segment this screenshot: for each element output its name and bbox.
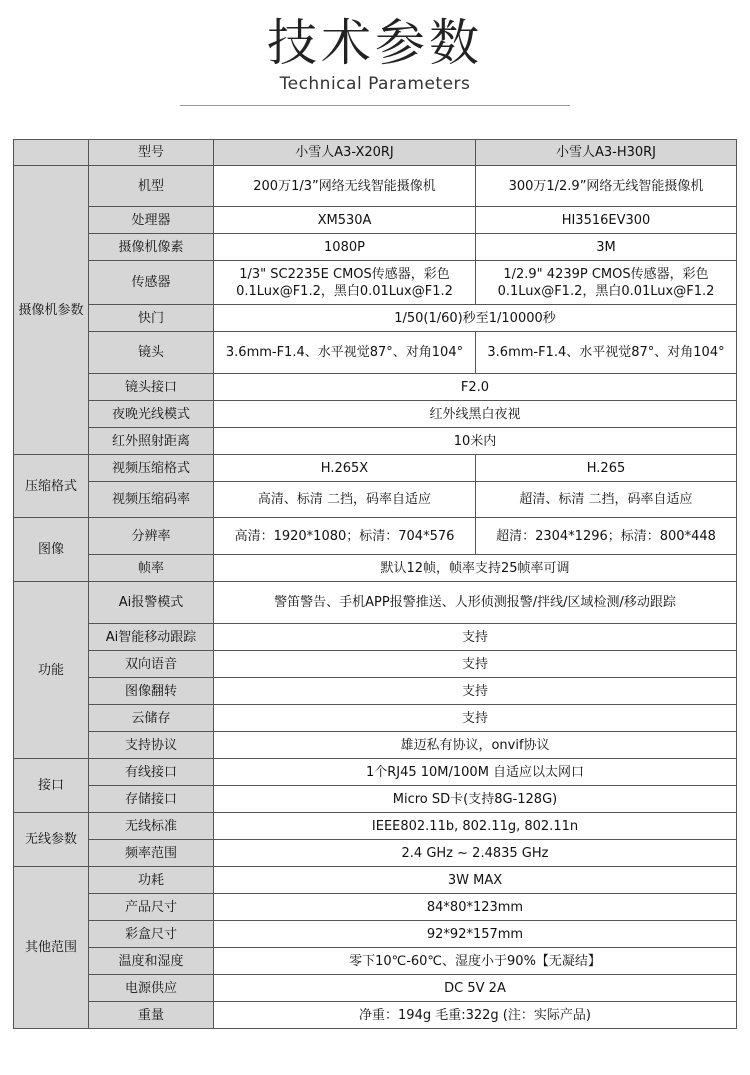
row-label: 镜头接口: [89, 374, 214, 401]
value-cell: 警笛警告、手机APP报警推送、人形侦测报警/拌线/区域检测/移动跟踪: [214, 582, 737, 624]
value-cell: 200万1/3”网络无线智能摄像机: [214, 166, 476, 207]
group-label-cell: 压缩格式: [14, 455, 89, 518]
table-row: [14, 455, 737, 482]
table-row: [14, 482, 737, 518]
value-cell: 雄迈私有协议，onvif协议: [214, 732, 737, 759]
table-row: [14, 867, 737, 894]
value-cell: 3W MAX: [214, 867, 737, 894]
table-row: [14, 840, 737, 867]
table-row: [14, 401, 737, 428]
table-row: [14, 651, 737, 678]
row-label: 重量: [89, 1002, 214, 1029]
value-cell: XM530A: [214, 207, 476, 234]
value-cell: 1/3" SC2235E CMOS传感器，彩色0.1Lux@F1.2，黑白0.01Lux@F1.2: [214, 261, 476, 305]
value-cell: 支持: [214, 624, 737, 651]
value-cell: IEEE802.11b, 802.11g, 802.11n: [214, 813, 737, 840]
row-label: 视频压缩格式: [89, 455, 214, 482]
table-row: [14, 786, 737, 813]
row-label: 图像翻转: [89, 678, 214, 705]
table-row: [14, 332, 737, 374]
row-label: 快门: [89, 305, 214, 332]
table-row: [14, 166, 737, 207]
value-cell: 10米内: [214, 428, 737, 455]
value-cell: 零下10℃-60℃、湿度小于90%【无凝结】: [214, 948, 737, 975]
table-row: [14, 894, 737, 921]
row-label: 摄像机像素: [89, 234, 214, 261]
title-divider: [180, 105, 570, 106]
row-label: 双向语音: [89, 651, 214, 678]
value-cell: 支持: [214, 705, 737, 732]
row-label: 红外照射距离: [89, 428, 214, 455]
value-cell: 支持: [214, 678, 737, 705]
row-label: Ai报警模式: [89, 582, 214, 624]
table-row: [14, 428, 737, 455]
table-row: [14, 207, 737, 234]
row-label: 夜晚光线模式: [89, 401, 214, 428]
value-cell: F2.0: [214, 374, 737, 401]
row-label: 产品尺寸: [89, 894, 214, 921]
table-row: [14, 732, 737, 759]
value-cell: 3.6mm-F1.4、水平视觉87°、对角104°: [476, 332, 737, 374]
row-label: 支持协议: [89, 732, 214, 759]
row-label: Ai智能移动跟踪: [89, 624, 214, 651]
table-row: [14, 678, 737, 705]
value-cell: 3M: [476, 234, 737, 261]
value-cell: Micro SD卡(支持8G-128G): [214, 786, 737, 813]
table-row: [14, 582, 737, 624]
row-label: 帧率: [89, 555, 214, 582]
table-row: [14, 374, 737, 401]
row-label: 分辨率: [89, 518, 214, 555]
group-label-cell: 接口: [14, 759, 89, 813]
row-label: 电源供应: [89, 975, 214, 1002]
table-row: [14, 705, 737, 732]
row-label: 型号: [89, 140, 214, 166]
table-row: [14, 921, 737, 948]
group-label-cell: 其他范围: [14, 867, 89, 1029]
row-label: 视频压缩码率: [89, 482, 214, 518]
table-row: [14, 1002, 737, 1029]
row-label: 处理器: [89, 207, 214, 234]
row-label: 频率范围: [89, 840, 214, 867]
value-cell: 高清、标清 二挡，码率自适应: [214, 482, 476, 518]
row-label: 机型: [89, 166, 214, 207]
table-row: [14, 305, 737, 332]
row-label: 无线标准: [89, 813, 214, 840]
value-cell: HI3516EV300: [476, 207, 737, 234]
value-cell: 默认12帧，帧率支持25帧率可调: [214, 555, 737, 582]
row-label: 存储接口: [89, 786, 214, 813]
value-cell: 超清：2304*1296；标清：800*448: [476, 518, 737, 555]
table-row: [14, 518, 737, 555]
value-cell: 84*80*123mm: [214, 894, 737, 921]
corner-cell: [14, 140, 89, 166]
group-label-cell: 无线参数: [14, 813, 89, 867]
value-cell: DC 5V 2A: [214, 975, 737, 1002]
page-subtitle: Technical Parameters: [279, 74, 471, 94]
value-cell: 超清、标清 二挡，码率自适应: [476, 482, 737, 518]
value-cell: H.265: [476, 455, 737, 482]
group-label-cell: 功能: [14, 582, 89, 759]
model-name-cell: 小雪人A3-X20RJ: [214, 140, 476, 166]
value-cell: 300万1/2.9”网络无线智能摄像机: [476, 166, 737, 207]
value-cell: H.265X: [214, 455, 476, 482]
row-label: 镜头: [89, 332, 214, 374]
page-title: 技术参数: [267, 14, 483, 72]
row-label: 云储存: [89, 705, 214, 732]
row-label: 功耗: [89, 867, 214, 894]
spec-table: [13, 139, 737, 1029]
value-cell: 3.6mm-F1.4、水平视觉87°、对角104°: [214, 332, 476, 374]
row-label: 传感器: [89, 261, 214, 305]
table-row: [14, 813, 737, 840]
group-label-cell: 图像: [14, 518, 89, 582]
table-row: [14, 234, 737, 261]
value-cell: 1/2.9" 4239P CMOS传感器，彩色0.1Lux@F1.2，黑白0.01Lux@F1.2: [476, 261, 737, 305]
row-label: 温度和湿度: [89, 948, 214, 975]
group-label-cell: 摄像机参数: [14, 166, 89, 455]
row-label: 彩盒尺寸: [89, 921, 214, 948]
table-row: [14, 555, 737, 582]
model-name-cell: 小雪人A3-H30RJ: [476, 140, 737, 166]
table-row: [14, 759, 737, 786]
value-cell: 净重：194g 毛重:322g (注：实际产品): [214, 1002, 737, 1029]
row-label: 有线接口: [89, 759, 214, 786]
value-cell: 2.4 GHz ~ 2.4835 GHz: [214, 840, 737, 867]
value-cell: 红外线黑白夜视: [214, 401, 737, 428]
value-cell: 1个RJ45 10M/100M 自适应以太网口: [214, 759, 737, 786]
value-cell: 1080P: [214, 234, 476, 261]
table-row: [14, 261, 737, 305]
value-cell: 高清：1920*1080；标清：704*576: [214, 518, 476, 555]
value-cell: 1/50(1/60)秒至1/10000秒: [214, 305, 737, 332]
value-cell: 92*92*157mm: [214, 921, 737, 948]
table-header-row: [14, 140, 737, 166]
table-row: [14, 948, 737, 975]
table-row: [14, 975, 737, 1002]
table-row: [14, 624, 737, 651]
value-cell: 支持: [214, 651, 737, 678]
